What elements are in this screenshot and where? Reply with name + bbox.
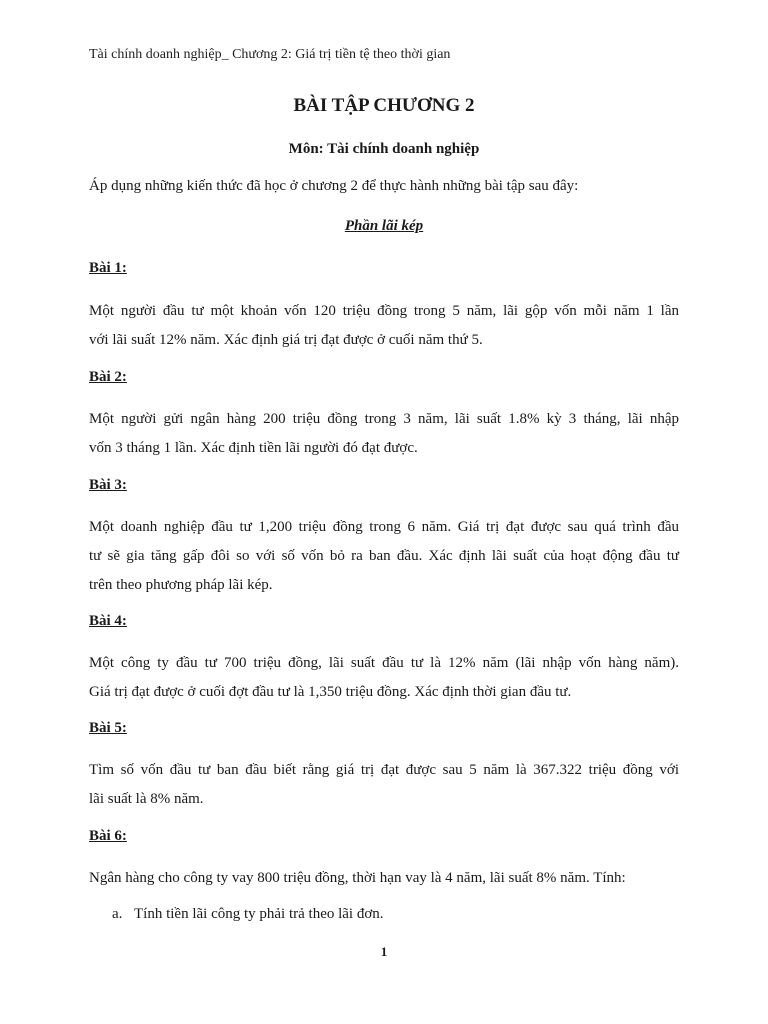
exercise-3-line: Một doanh nghiệp đầu tư 1,200 triệu đồng trong 6 năm. Giá trị đạt được sau quá trình đầu xyxy=(89,519,679,535)
exercise-3-line: trên theo phương pháp lãi kép. xyxy=(89,577,273,593)
document-subtitle: Môn: Tài chính doanh nghiệp xyxy=(288,141,480,157)
exercise-4-label: Bài 4: xyxy=(89,613,127,629)
exercise-1-label: Bài 1: xyxy=(89,260,127,276)
list-marker: a. xyxy=(112,906,123,922)
exercise-5-line: Tìm số vốn đầu tư ban đầu biết rằng giá trị đạt được sau 5 năm là 367.322 triệu đồng với xyxy=(89,762,679,778)
exercise-6-text xyxy=(89,864,679,893)
exercise-5-text xyxy=(89,756,679,814)
running-header: Tài chính doanh nghiệp_ Chương 2: Giá trị tiền tệ theo thời gian xyxy=(89,47,451,62)
exercise-2-line: vốn 3 tháng 1 lần. Xác định tiền lãi người đó đạt được. xyxy=(89,440,418,456)
exercise-4-line: Một công ty đầu tư 700 triệu đồng, lãi suất đầu tư là 12% năm (lãi nhập vốn hàng năm). xyxy=(89,655,679,671)
exercise-3-line: tư sẽ gia tăng gấp đôi so với số vốn bỏ ra ban đầu. Xác định lãi suất của hoạt động đầu tư xyxy=(89,548,679,564)
intro-paragraph: Áp dụng những kiến thức đã học ở chương 2 để thực hành những bài tập sau đây: xyxy=(89,178,579,194)
document-title: BÀI TẬP CHƯƠNG 2 xyxy=(293,95,475,116)
exercise-6-line: Ngân hàng cho công ty vay 800 triệu đồng, thời hạn vay là 4 năm, lãi suất 8% năm. Tính: xyxy=(89,870,626,886)
list-item-text: Tính tiền lãi công ty phải trả theo lãi đơn. xyxy=(134,906,384,922)
exercise-4-text xyxy=(89,649,679,707)
section-heading: Phần lãi kép xyxy=(344,218,424,234)
exercise-1-line: với lãi suất 12% năm. Xác định giá trị đạt được ở cuối năm thứ 5. xyxy=(89,332,483,348)
exercise-3-text xyxy=(89,513,679,600)
exercise-2-text xyxy=(89,405,679,463)
exercise-4-line: Giá trị đạt được ở cuối đợt đầu tư là 1,350 triệu đồng. Xác định thời gian đầu tư. xyxy=(89,684,572,700)
exercise-1-line: Một người đầu tư một khoản vốn 120 triệu đồng trong 5 năm, lãi gộp vốn mỗi năm 1 lần xyxy=(89,303,679,319)
page-number: 1 xyxy=(380,944,388,959)
exercise-6-label: Bài 6: xyxy=(89,828,127,844)
exercise-2-label: Bài 2: xyxy=(89,369,127,385)
exercise-3-label: Bài 3: xyxy=(89,477,127,493)
exercise-5-label: Bài 5: xyxy=(89,720,127,736)
list-item-a xyxy=(112,906,384,923)
exercise-5-line: lãi suất là 8% năm. xyxy=(89,791,204,807)
exercise-1-text xyxy=(89,297,679,355)
exercise-2-line: Một người gửi ngân hàng 200 triệu đồng trong 3 năm, lãi suất 1.8% kỳ 3 tháng, lãi nhập xyxy=(89,411,679,427)
